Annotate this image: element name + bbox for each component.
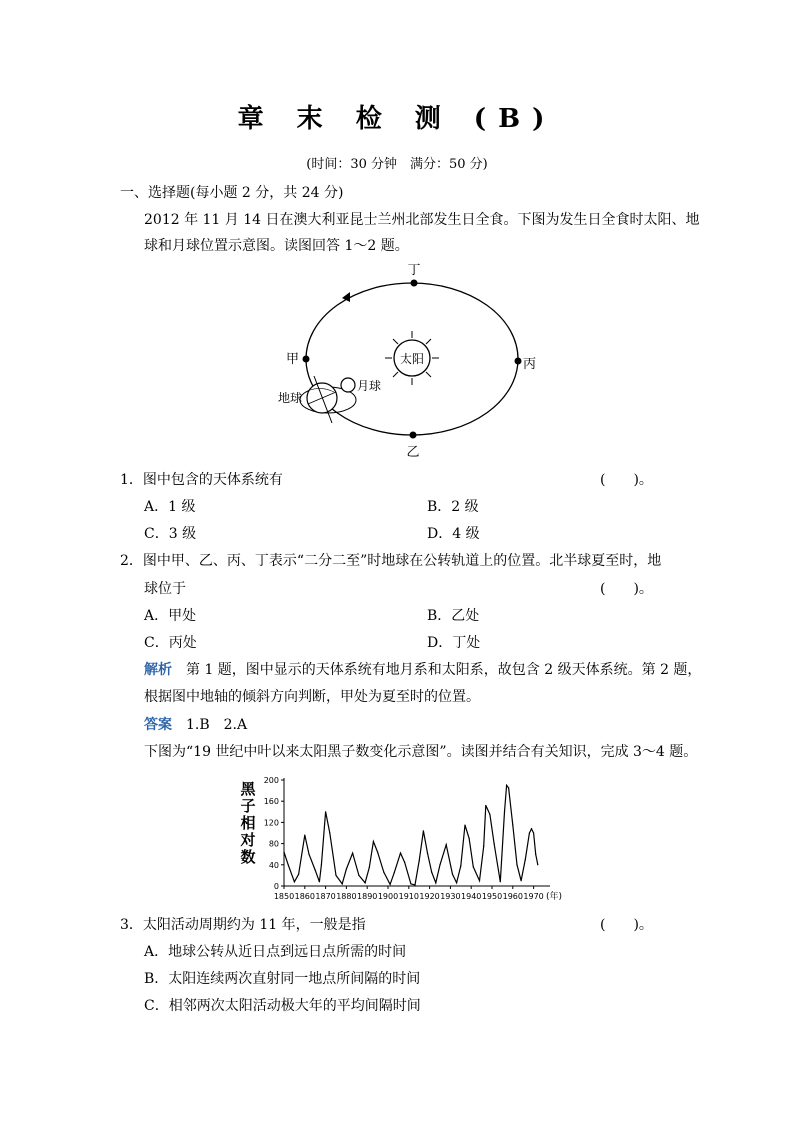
q1-option-a: A．1 级 xyxy=(144,499,196,515)
chart-x-tick-label: 1890 xyxy=(357,892,378,901)
chart-data-point xyxy=(377,851,378,852)
chart-data-point xyxy=(508,787,509,788)
q2-option-b: B．乙处 xyxy=(427,608,480,624)
chart-x-tick-label: 1920 xyxy=(419,892,440,901)
chart-y-tick-label: 0 xyxy=(273,882,279,891)
chart-data-point xyxy=(298,874,299,875)
chart-data-point xyxy=(404,862,405,863)
position-yi-label: 乙 xyxy=(406,445,420,460)
chart-y-label-char: 相 xyxy=(240,814,256,832)
chart-x-tick-label: 1940 xyxy=(461,892,482,901)
sunspot-chart xyxy=(238,772,584,904)
chart-data-point xyxy=(308,854,309,855)
q1-stem: 1．图中包含的天体系统有 xyxy=(120,472,283,488)
chart-data-point xyxy=(294,881,295,882)
chart-data-point xyxy=(431,872,432,873)
chart-x-tick-label: 1860 xyxy=(294,892,315,901)
chart-data-point xyxy=(342,883,343,884)
chart-data-point xyxy=(389,884,390,885)
q1-option-c: C．3 级 xyxy=(144,526,197,542)
chart-data-point xyxy=(535,854,536,855)
q3-bracket: ( )。 xyxy=(600,917,653,933)
exam-meta: (时间：30 分钟 满分：50 分) xyxy=(306,157,488,172)
chart-data-point xyxy=(410,883,411,884)
chart-x-tick-label: 1960 xyxy=(502,892,523,901)
chart-data-point xyxy=(400,853,401,854)
chart-data-point xyxy=(533,832,534,833)
earth-label: 地球 xyxy=(278,391,303,405)
q1-option-b: B．2 级 xyxy=(427,499,479,515)
chart-data-point xyxy=(352,853,353,854)
chart-data-point xyxy=(531,828,532,829)
chart-data-point xyxy=(423,830,424,831)
position-jia-dot xyxy=(303,356,310,363)
intro-line-2: 球和月球位置示意图。读图回答 1～2 题。 xyxy=(144,238,409,254)
chart-data-point xyxy=(521,880,522,881)
chart-y-tick-label: 120 xyxy=(263,818,279,828)
analysis-line-2: 根据图中地轴的倾斜方向判断，甲处为夏至时的位置。 xyxy=(144,689,480,705)
answer-line xyxy=(144,714,247,734)
chart-y-label-char: 对 xyxy=(240,831,256,849)
chart-data-point xyxy=(365,882,366,883)
q2-option-d: D．丁处 xyxy=(427,635,481,651)
chart-y-tick-label: 80 xyxy=(268,839,279,849)
chart-data-point xyxy=(325,811,326,812)
chart-data-point xyxy=(358,875,359,876)
chart-x-tick-label: 1950 xyxy=(481,892,503,901)
q2-option-c: C．丙处 xyxy=(144,635,197,651)
chart-data-point xyxy=(493,843,494,844)
intro-line-1: 2012 年 11 月 14 日在澳大利亚昆士兰州北部发生日全食。下图为发生日全食时太阳、地 xyxy=(144,212,700,228)
q2-stem-line-1: 2．图中甲、乙、丙、丁表示“二分二至”时地球在公转轨道上的位置。北半球夏至时，地 xyxy=(120,553,662,569)
chart-y-label-char: 子 xyxy=(240,797,256,815)
chart-x-tick-label: 1880 xyxy=(336,892,357,901)
chart-data-point xyxy=(506,785,507,786)
sun-label: 太阳 xyxy=(399,352,425,366)
q3-option-c: C．相邻两次太阳活动极大年的平均间隔时间 xyxy=(144,998,421,1014)
chart-data-point xyxy=(504,811,505,812)
chart-data-point xyxy=(489,814,490,815)
chart-data-point xyxy=(373,841,374,842)
moon-icon xyxy=(341,378,355,392)
chart-data-point xyxy=(479,880,480,881)
chart-x-tick-label: 1850 xyxy=(273,892,295,901)
chart-x-tick-label: 1900 xyxy=(377,892,399,901)
chart-data-point xyxy=(446,844,447,845)
chart-data-point xyxy=(439,864,440,865)
chart-x-tick-label: 1910 xyxy=(398,892,419,901)
chart-data-point xyxy=(456,882,457,883)
chart-data-point xyxy=(485,805,486,806)
chart-data-point xyxy=(414,884,415,885)
chart-x-tick-label: 1870 xyxy=(315,892,336,901)
q3-option-b: B．太阳连续两次直射同一地点所间隔的时间 xyxy=(144,971,421,987)
analysis-label: 解析 xyxy=(144,662,172,678)
q1-bracket: ( )。 xyxy=(600,472,653,488)
q3-stem: 3．太阳活动周期约为 11 年，一般是指 xyxy=(120,917,366,933)
analysis-line-1 xyxy=(144,659,701,679)
q2-bracket: ( )。 xyxy=(600,581,653,597)
chart-y-tick-label: 200 xyxy=(263,776,279,785)
answer-text: 1.B 2.A xyxy=(186,717,248,733)
chart-data-point xyxy=(383,872,384,873)
chart-data-point xyxy=(512,824,513,825)
orbit-diagram xyxy=(270,258,550,464)
position-yi-dot xyxy=(410,432,417,439)
chart-data-point xyxy=(464,824,465,825)
chart-data-point xyxy=(500,881,501,882)
chart-y-tick-label: 160 xyxy=(263,797,279,807)
chart-data-point xyxy=(537,864,538,865)
chart-y-tick-label: 40 xyxy=(268,860,279,870)
section-heading: 一、选择题(每小题 2 分，共 24 分) xyxy=(120,185,344,201)
chart-data-point xyxy=(319,881,320,882)
chart-data-point xyxy=(469,838,470,839)
chart-data-point xyxy=(321,864,322,865)
chart-data-point xyxy=(394,872,395,873)
chart-data-point xyxy=(452,874,453,875)
chart-data-point xyxy=(346,868,347,869)
analysis-text-1: 第 1 题，图中显示的天体系统有地月系和太阳系，故包含 2 级天体系统。第 2 题， xyxy=(186,662,702,678)
page-title: 章 末 检 测 (B) xyxy=(237,104,557,134)
moon-label: 月球 xyxy=(357,379,382,393)
chart-data-point xyxy=(483,846,484,847)
chart-data-point xyxy=(283,851,284,852)
position-bing-dot xyxy=(515,358,522,365)
chart-x-tick-label: 1930 xyxy=(440,892,461,901)
chart-data-point xyxy=(435,882,436,883)
chart-data-point xyxy=(516,864,517,865)
chart-data-point xyxy=(427,853,428,854)
q1-option-d: D．4 级 xyxy=(427,526,480,542)
chart-data-point xyxy=(304,835,305,836)
chart-data-point xyxy=(315,870,316,871)
chart-data-point xyxy=(329,832,330,833)
chart-data-point xyxy=(335,875,336,876)
chart-y-label-char: 数 xyxy=(240,848,256,866)
chart-y-label-char: 黑 xyxy=(240,780,256,798)
position-ding-label: 丁 xyxy=(407,263,421,278)
chart-data-point xyxy=(473,866,474,867)
chart-data-point xyxy=(419,860,420,861)
chart-data-point xyxy=(369,867,370,868)
chart-y-label-group xyxy=(239,780,256,866)
position-ding-dot xyxy=(411,280,418,287)
position-bing-label: 丙 xyxy=(523,357,537,372)
sunspot-series-line xyxy=(284,785,538,885)
q2-stem-line-2: 球位于 xyxy=(144,581,186,597)
chart-data-point xyxy=(288,864,289,865)
answer-label: 答案 xyxy=(144,717,172,733)
chart-data-point xyxy=(460,865,461,866)
chart-x-tick-label: 1970 xyxy=(523,892,544,901)
q3-option-a: A．地球公转从近日点到远日点所需的时间 xyxy=(144,944,407,960)
q2-option-a: A．甲处 xyxy=(144,608,197,624)
chart-x-label: (年) xyxy=(546,892,563,902)
chart-intro: 下图为“19 世纪中叶以来太阳黑子数变化示意图”。读图并结合有关知识，完成 3～4 题。 xyxy=(144,744,698,760)
chart-data-point xyxy=(529,832,530,833)
chart-data-point xyxy=(525,859,526,860)
position-jia-label: 甲 xyxy=(286,352,300,367)
